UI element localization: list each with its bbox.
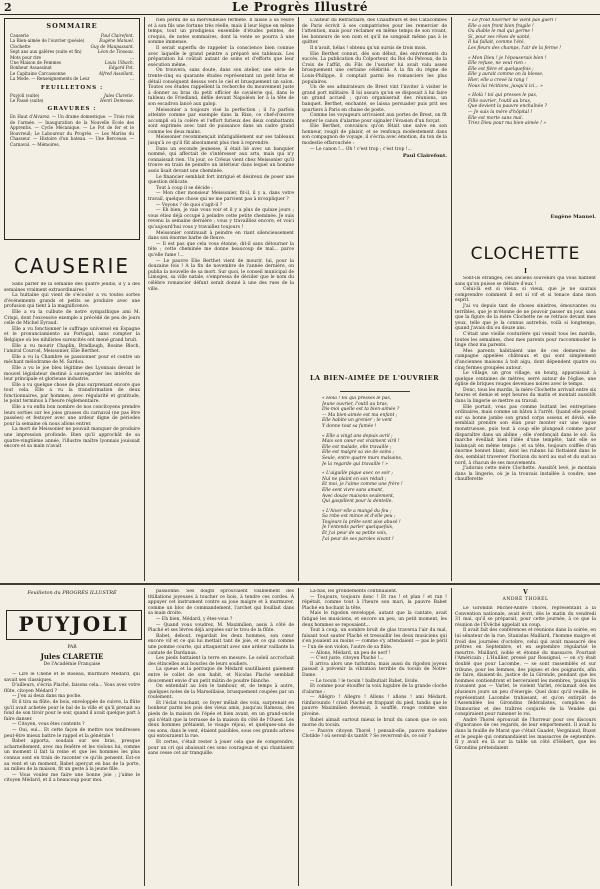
feuilleton-divider xyxy=(0,583,600,585)
toc-item-title: Puyjoli (suite) xyxy=(10,92,40,98)
paragraph: Babet, debout, regardait les deux hommes, son cœur encore vif et ce qui lui mettait tant de joie, et ce qui comme une pomme courte, qui attaquerait avec une ardeur vaillante la cantate de Dardanus. xyxy=(148,633,294,656)
puyjoli-par: PAR xyxy=(67,645,77,650)
paragraph: Meissonier recommençait infatigablement sur ses tableaux jusqu'à ce qu'il fût absolument plus rien à reprendre. xyxy=(148,135,294,147)
paragraph: — Vous voulez me faire une bonne joie ; j'aime le citoyen Médard, et il a beaucoup pour moi. xyxy=(4,772,140,784)
poem-line: Elle est morte sans mal. xyxy=(468,115,523,121)
poem-line: Mais son cœur est vraiment viril ! xyxy=(322,439,400,445)
poem-line: Sa robe est mince et d'elle peu ; xyxy=(322,514,396,520)
paragraph: Elle a vu la Chambre se passionner pour et contre un méchant mélodrame de M. Sardou. xyxy=(4,354,140,366)
poem-line: — Je suis la mère d'hôpital ! xyxy=(468,109,533,115)
paragraph: — Voyons ? de quoi s'agit-il ? xyxy=(156,202,223,208)
causerie-signature: Paul Clairefont. xyxy=(402,153,447,160)
poem-line: Elle refuse, ne veut rien : xyxy=(468,61,526,67)
toc-item-author: Léon de Tinseau. xyxy=(97,49,134,55)
feuilletons-list xyxy=(10,93,134,104)
paragraph: J'adorais cette mère Clochette. Aussitôt levé, je montais dans la lingerie, où je la trouvais installée à coudre, une chaufferette xyxy=(455,466,596,483)
poem-line: Elle y aurait comme on la blesse, xyxy=(468,72,544,78)
paragraph: Il avait fait des conférences et réunions dans la soirée, en lui sénateur de la rue, Stanislas Maillard, l'homme maigre et froid des journées d'octobre, celui qui avait massacré des prêtres en Septembre, et en septembre régularisé le meurtre. Maillard, noble et étonné du massacre. Pourtant l'Américain ; L'Huillier, pressé par Rossignol, — on s'y était doublé que pour Lacombe, — se sont rassemblés et sur tribune, pour les femmes, des piques et des poignards, afin de faire, disaient-ils, justice de la Gironde, pendant que les hommes contiendront et berceraient les membres, 'puisqu'ils n'avaient pas — Varlet, le violent Varlet, réclamait dès les plusieurs jours un peu d'énergie. Quel donc qu'il veuille, le représentant Lacombe trahissant, et qu'on extirpât de l'Assemblée les Girondins fédéralistes, complices de Dumouriez et des traîtres conjurés de la Vendée qui conspiraient pour ramener le roi. xyxy=(455,628,596,718)
paragraph: Le village, un gros village, un bourg, apparaissait à quelque centaines de mètres, serré autour de l'église, une église de briques rouges devenues noires avec le temps. xyxy=(455,371,596,388)
paragraph: Elle a vu la culbute de notre sympathique ami M. Crispi, dont l'excessive exemple a précédé de peu de jours celle de Michel Eyraud. xyxy=(4,309,140,327)
poem-line: — Ma bien-aimée est ma enfant ; xyxy=(322,412,398,418)
paragraph: — C'est juste, citoyen Plaché !... xyxy=(310,656,384,662)
toc-item-title: Mots pour rire xyxy=(10,54,42,60)
stanza-gap xyxy=(322,542,447,546)
paragraph: Dans un seconde jeunesse, il était lié avec un banquier nommé, qui affectait de s'intéresser aux arts, mais qui n'y connaissait rien. Un jour, ce Crésus vient chez Meissonier qu'il trouve en train de peindre un intérieur dans lequel un homme assis lisait devant une cheminée. xyxy=(148,146,294,175)
toc-item-author: Jules Claretie. xyxy=(103,92,134,98)
newspaper-title: Le Progrès Illustré xyxy=(231,0,369,14)
paragraph: Tout à coup il se décide : xyxy=(156,185,213,191)
poem-line: Ou diable le mal qui germe ! xyxy=(468,29,534,35)
paragraph: Il serait superflu de rappeler la conscience bien connue avec laquelle le grand peintre a préparé ses tableaux. Les préparation lui coûtait autant de soins et d'efforts que leur exécution même. xyxy=(148,45,294,68)
paragraph: — Pauvre citoyen Thorel ! pensait-elle, pauvre madame Clotilde ! où seront-ils tantôt ? Se reverront-ils, ce soir ? xyxy=(302,728,447,740)
paragraph: — Mon cher monsieur Meissonier, fit-il, il y a, dans votre travail, quelque chose qui ne me parvient pas à m'expliquer ? xyxy=(148,191,294,202)
poem-line: « L'hiver elle a mangé du feu ; xyxy=(322,508,392,514)
poem-signature: Eugène Manuel. xyxy=(550,214,596,220)
paragraph: On trouvera, sans doute, dans son atelier, une série de trente-cinq ou quarante études représentant un petit bras et détail conséquent dessus vers le ciel et brusquement un salon. Toutes ces études rappellent la recherche du mouvement juste à donner au bras du petit officier de cavalerie qui, dans le tableau de Friedland, défile devant Napoléon Ier à la tête de son escadron lancé aux galop. xyxy=(148,68,294,107)
paragraph: Meissonier a toujours visé la perfection ; il l'a parfois atteinte comme par exemple dans la Rixe, ce chef-d'œuvre accompli où la colère et l'effort furieux des deux combattants sont exprimés avec tant de puissance dans un cadre grand comme les deux mains. xyxy=(148,107,294,135)
paragraph: — Le canon !... Oh ! c'est trop ; c'est trop !... xyxy=(310,146,412,152)
causerie-article xyxy=(4,282,140,580)
causerie-end xyxy=(302,18,447,358)
stanza-gap xyxy=(468,127,596,131)
paragraph: Elie Berthet, convaincu qu'on fêtait une salve en son honneur, rougit de plaisir, et se renfonça modestement dans son compagnon de voyage, il s'écria avec émotion, du ton de la modestie effarouchée : xyxy=(302,124,447,147)
paragraph: André Thorel éprouvait de l'horreur pour ces discours d'ignorance de ces regards, de leur emportement. Il avait lu dans la feuille de Marat que c'était Guadet, Vergniaud, Buzot et le peuple qui commandaient les massacres de septembre. Il y avait eu là sur la table un côté d'Hébert, que les Girondins prétendaient xyxy=(455,717,596,751)
paragraph: Les pieds battaient la terre en mesure. Le soleil accrochait des étincelles aux boucles de leurs souliers. xyxy=(148,656,294,667)
paragraph: Elle portait, vous pas comme buttant les entreprises ordinaires, mais comme un bâton à l'arrêt. Quand elle posait sur sa bonne jambe son grand corps osseux et dévié, elle semblait prendre son élan pour monter sur une vague monstrueuse, puis tout à coup elle plongeait comme pour disparaître dans un abîme ; elle s'enfonçait dans le sol. Sa marche éveillait bien l'idée d'une tempête, tant elle se balançait en même temps ; et sa tête, toujours coiffée d'un énorme bonnet blanc, dont les rubans lui flottaient dans le dos, semblait traverser l'horizon du nord au sud et du sud au nord, à chacun de ses mouvements. xyxy=(455,404,596,466)
paragraph: — Eh bien, Médard, y êtes-vous ? xyxy=(156,616,233,622)
paragraph: — Allégro ! Allegro ! Allons ! allons ! ami Médard, riinfaroundo ! criait Plaché en frappant du pied, tandis que le pauvre Maximilien devenait, à soufflé, rouge comme une pivoine. xyxy=(302,695,447,718)
paragraph: Là-bas, les grondements continuaient. xyxy=(310,589,398,594)
paragraph: La huitaine qui vient de s'écouler a vu toutes sortes d'événements grands et petits se produire avec une profusion qui tient à la magnificence. xyxy=(4,293,140,310)
paragraph: D'ailleurs, s'écria Plaché, faisons cela... Vous avez votre flûte, citoyen Médard ? xyxy=(4,683,140,694)
paragraph: — Quand vous voudrez, M. Maximilien, assis à côté de Plaché et ses lèvres déjà arquées sur le trou de la flûte. xyxy=(148,622,294,634)
poem-stanzas-continued xyxy=(468,18,596,214)
poem-line: Seule, entre quatre murs malsains, xyxy=(322,455,403,461)
toc-item-author: Paul Clairefont. xyxy=(100,33,134,38)
paragraph: — Lire le Chêne et le Roseau, murmure Médard, qui savait ses classiques. xyxy=(4,672,140,683)
toc-item-title: La Mode. — Renseignements de Leur xyxy=(10,76,90,82)
puyjoli-academy: De l'Académie Française xyxy=(43,662,101,667)
poem-line: Jeune ouvrier, l'outil au bras, xyxy=(322,401,389,407)
poem-line: Elle a son front bien fragile ! xyxy=(468,23,534,29)
paragraph: Elie Berthet connut, dès son début, des enivrements du succès. La publication du Colporteur, du Roi du Pelvoux, de la Croix de l'affût, du Fils de l'usurier lui avait valu assez brusquement une certaine célébrité. A la fin du règne de Louis-Philippe, il comptait parmi les romanciers les plus populaires. xyxy=(302,51,447,85)
poem-line: Et j'ai peur de sa petite voix, xyxy=(322,531,388,537)
paragraph: Sans parler de la semaine des quatre jeudis, il y a des semaines vraiment extraordinaires ! xyxy=(4,282,140,293)
chapter-number: V xyxy=(523,589,528,596)
poem-line: Je l'entends parler quelquefois, xyxy=(322,525,394,531)
paragraph: Mais le rigodon enveloppé, autant que la cantate, avait fatigué les musiciens, et encore un peu, un petit moment, les deux hommes se reposaient... xyxy=(302,611,447,628)
toc-item-title: La Bien-aimée de l'ouvrier (poésie) xyxy=(10,38,85,44)
sommaire-box xyxy=(4,18,140,240)
puyjoli-continued-2 xyxy=(302,589,447,886)
paragraph: Le Girondin Michel-André Thorel, représentant à la Convention nationale, avait écrit, dès le matin du vendredi 31 mai, qu'il se préparait, pour cette journée, à ce que la réunion de l'Évêché appelait un coup. xyxy=(455,606,596,628)
poem-line: Hier, elle a crevé la rang ! xyxy=(468,77,528,83)
poem-line: Elle est fière et quelquefois ; xyxy=(468,66,534,72)
clochette-section: I xyxy=(524,268,527,275)
poem-line: « Elle a vingt ans depuis avril ; xyxy=(322,433,393,439)
paragraph: — J'en ai deux dans ma poche. xyxy=(12,694,82,700)
column-rule xyxy=(144,17,145,581)
column-rule xyxy=(298,588,299,886)
paragraph: rien perdu de sa merveilleuse fermeté. Il laisse à sa veuve et à son fils une fortune très réelle, mais il leur lègue en même temps, tout un prodigieux ensemble d'études peintes, de croquis, de notes sommaires, dont la vente se pourra à une somme immense. xyxy=(148,18,294,46)
poem-line: Qui gaspillent pour la dentelle. xyxy=(322,499,393,505)
paragraph: J'ai vu depuis tant de choses sinistres, émouvantes ou terribles, que je m'étonne de ne pouvoir passer un jour, sans que la figure de la mère Clochette ne se retrace devant mes yeux, telle que je la connus autrefois, voilà si longtemps, quand j'avais dix ou douze ans. xyxy=(455,303,596,332)
paragraph: Elle a vu fonctionner le suffrage universel en Espagne et le pronunciamiento au Portugal, sans compter la Belgique où les nihilistes surexcités ont mené grand bruit. xyxy=(4,326,140,343)
paragraph: Et l'éclat touchant, ce foyer mêlait des voix, surprenait en bonheur parmi les pois des vieux amis, jusqu'au Rameau, des pieds de la maison de l'épée et bien avant, en un grand-oncle qui n'était que la terrasse de la maison du côté de l'Ouest. Les deux hommes prêtaient, le visage réjoui, et quelques-uns de ces sons, dans le vent, étaient paisibles, sous ces grands arbres qui entouraient la rue. xyxy=(148,700,294,740)
poem-line: Fille ouvrier, l'outil au bras, xyxy=(468,98,532,104)
toc-item-author: Alfred Assollant. xyxy=(98,70,134,76)
toc-item-title: Clochette xyxy=(10,43,31,49)
poem-line: Si, pour ses rêves de santé, xyxy=(468,34,531,40)
sommaire-title: SOMMAIRE xyxy=(46,22,98,30)
paragraph: — Allons, Médard, un peu de nerf ! xyxy=(310,650,391,656)
toc-item xyxy=(10,76,134,81)
gravures-text: En Haut d'Alvarez. — Un drame domestique. — Trois rois de l'armée. — Inauguration de la Nouvelle École des Apprentis. — Cycle Mécanique. — Le Pot de fer et le Bouvreuil; Le Laboureur du Progrès. — Les Marins du Chasseur. — Histoire d'un bateau. — Une Berceuse. — Carnaval. — Mémoires. xyxy=(10,114,134,147)
paragraph: Elle a vu quelque chose de plus surprenant encore que tout cela. Elle a vu la transformation de deux fonctionnaires, par hommes, avec régularité et gratitude, le point terminus à l'heure réglementaire. xyxy=(4,382,140,405)
poem-line: Nul ne plaint en son réduit ; xyxy=(322,476,387,482)
paragraph: Il n'avait, hélas ! obtenu qu'un sursis de trois mois. xyxy=(310,45,427,51)
poem-line: Je la regarde qui travaille ! » xyxy=(322,461,388,467)
sommaire-list xyxy=(10,33,134,82)
toc-item-author: Edgard Pot. xyxy=(108,65,134,71)
feuilleton-label: Feuilleton du PROGRÈS ILLUSTRÉ xyxy=(27,590,117,596)
poem-line: « Holà ! toi qui presses le pas, xyxy=(468,93,538,99)
paragraph: Babet apporta, soudain sur ses bras, presque acharnellement, avec ma fenêtre et les violons lui, comme un moment il fait la reine et que les hommes les plus connus sont en train de raconter ce qu'ils pensent. Est-ce au vent et un moment, Babet aperçut en bas de la porte, au milieu de la maison, fit un geste à la jeune fille. xyxy=(4,739,140,773)
paragraph: Elle a vu enfin bon nombre de nos concitoyens prendre leurs sorties sur les joies grasses du carnaval (ne pas être passées) et festoyer avec une ardeur digne de périodes pour la semaine où nous allons entrer. xyxy=(4,405,140,427)
poem-line: Elle est malade, elle travaille ; xyxy=(322,444,392,450)
chapter-heading: ANDRÉ THOREL xyxy=(502,597,549,602)
paragraph: L'auteur du Réfractaire, des Chauffeurs et des Catacombes de Paris écrivit à ses compatriotes pour les remercier de l'attention, mais pour réclamer en même temps de son vivant, les honneurs de son nom et qu'il ne songeait même pas à le quitter. xyxy=(302,18,447,46)
paragraph: Le financier semblait fort intrigué et désireux de poser une question délicate. xyxy=(148,174,294,186)
poem-line: Y donne tout sa fumée ! xyxy=(322,423,377,429)
poem-line: Et moi, je l'aime comme une frère ! xyxy=(322,482,403,488)
toc-item-author: ... xyxy=(130,76,134,82)
paragraph: Mes parents habitaient une de ces demeures de campagne appelées châteaux et qui sont simplement d'anciennes maisons à toit aigu, dont dépendent quatre ou cinq fermes groupées autour. xyxy=(455,348,596,371)
paragraph: — Il est pas que cela vous étonne, dit-il sans détourner la tête ; cette cheminée me donne beaucoup de mal... parce qu'elle fume !... xyxy=(148,241,294,258)
puyjoli-continued xyxy=(148,589,294,886)
column-rule xyxy=(451,588,452,886)
paragraph: Elle a vu mourir Chaplin, Bradlaugh, Rosine Bloch, l'amiral Courcel, Meissonier, Elie Berthet. xyxy=(4,343,140,355)
paragraph: — Le pauvre Elie Berthet vient de mourir, lui, pour la douzaine fois ! A la fin de novembre de l'année dernière, on publia la nouvelle de sa mort. Sur quoi, le conseil municipal de Limoges, sa ville natale, s'empressa de décider que le nom du célèbre romancier défunt serait donné à une des rues de la ville. xyxy=(148,258,294,292)
paragraph: Babet aimait surtout mieux le bruit du canon que ce son morne du tocsin. xyxy=(302,717,447,729)
paragraph: Celui-là est si vieux, si vieux, que je ne saurais comprendre comment il est si vif et si tenace dans mon esprit. xyxy=(455,287,596,304)
paragraph: Tout à coup, un sombre bruit de glas traversa l'air du mal, faisant tout sauter Plaché et tressaillir les deux musiciens qui s'en jouaient au moins — comme s'y attendaient — pas le péril — l'un de son violon, l'autre de sa flûte. xyxy=(302,628,447,650)
poem-line: « Holà ! toi qui presses le pas, xyxy=(322,396,392,401)
paragraph: La queue et la perruque de Médard sautillaient gaiement entre le collet de son habit, et Nicolas Plaché semblait doucement envie d'un petit mâtin de poudre blanche. xyxy=(148,667,294,684)
paragraph: passionné. Ses doigts éprouvaient visiblement des titillations joyeuses à toucher ce bois, à tendre ces cordes. À appuyer cet instrument contre sa joue maigre et à murmurer, comme un bloc de commandement, l'archet qui fouillait dans sa main droite. xyxy=(148,589,294,617)
toc-item-title: Bonheur Assassinat xyxy=(10,65,52,71)
poem-stanzas xyxy=(322,396,447,580)
column-rule xyxy=(298,17,299,581)
paragraph: — Eh bien, je vais vous voir et il y a plus de quinze jours ; vous étiez déjà occupé à peindre cette petite cheminée. Je suis revenu la semaine dernière ; vous y travailliez encore, et voici qu'aujourd'hui vous y travaillez toujours ! xyxy=(148,208,294,230)
paragraph: — Oui, oui... Et cette façon de mettre nos tendresses peut-être mieux battre le rappel et la générale ! xyxy=(4,727,140,739)
toc-item-title: Sept ans aux galères (suite et fin) xyxy=(10,49,82,55)
poem-line: « Mon Dieu ! je l'épouserais bien ! xyxy=(468,55,547,61)
poem-line: Il lui fallait, comme l'été, xyxy=(468,40,525,46)
paragraph: On entendait au loin le tambour, et, de temps à autre, quelques notes de la Marseillaise, brusquement coupées par un roulement. xyxy=(148,684,294,701)
poem-line: Elle sent vivre sans amant, xyxy=(322,487,384,493)
poem-line: Dis-moi quelle est ta bien-aimée ? xyxy=(322,407,400,413)
poem-line: « Le froid hiverner ne vient pas guéri ! xyxy=(468,18,557,23)
poem-line: Que devient la pauvre enchaînée ? xyxy=(468,104,547,110)
paragraph: Et il tira sa flûte, de bois, enveloppée de cuivre, la flûte qu'il avait achetée pour le bal de la ville et qu'il prenait au fond de son tiroir pour le soir, quand il avait quelque part à faire danser. xyxy=(4,699,140,722)
paragraph: Elle a vu le joe bleu légitime des Lyonnais devant le mouvel législateur destiné à sauvegarder les intérêts de leur principale et glorieuse industrie. xyxy=(4,365,140,383)
causerie-continued xyxy=(148,18,294,580)
puyjoli-text xyxy=(4,672,140,886)
feuilletons-title: FEUILLETONS : xyxy=(40,84,104,91)
paragraph: — Toujours, toujours donc ! Et ras ! et plan ! et ran ! répétait, comme tout à l'heure son mari, la pauvre Babet Plaché en hochant la tête. xyxy=(302,594,447,611)
paragraph: Comme les voyageurs arrivaient aux portes de Brest, on fit sonner le canon d'alarme pour signaler l'évasion d'un forçat. xyxy=(302,113,447,124)
poem-line: Nous lui récitions, jusqu'à ici... » xyxy=(468,83,543,89)
masthead xyxy=(0,0,600,15)
poem-line: Triez Dieu pour ma bien-aimée ! » xyxy=(468,121,547,127)
poem-line: J'ai peur de ses paroles vivant ! xyxy=(322,536,394,542)
toc-item-title: Une Maison de Femmes xyxy=(10,60,62,66)
puyjoli-author: Jules CLARETIE xyxy=(40,652,104,661)
toc-item-author: Louis Ulbach. xyxy=(104,60,134,66)
toc-item xyxy=(10,98,134,103)
causerie-title: CAUSERIE xyxy=(13,254,131,278)
gravures-title: GRAVURES : xyxy=(47,106,97,113)
paragraph: — Citoyen, vous êtes contents ? xyxy=(12,722,85,728)
toc-item-author: Guy de Maupassant. xyxy=(90,43,134,49)
puyjoli-chapter-text xyxy=(455,606,596,886)
paragraph: Meissonier continuait à peindre en riant silencieusement dans son énorme barbe de fleuve. xyxy=(148,230,294,242)
poem-title-rule xyxy=(340,391,410,392)
toc-item-author: Eugène Manuel. xyxy=(99,38,134,44)
paragraph: Sont-ils étranges, ces anciens souvenirs qui vous hantent sans qu'on puisse se défaire d'eux ! xyxy=(455,276,596,287)
toc-item-title: Causerie xyxy=(10,33,29,38)
paragraph: Un de ses admirateurs de Brest vint l'inviter à visiter le grand port militaire. Il lui assura qu'on se disposait à lui faire un grand accueil ; qu'on organiserait des réunions, un banquet. Berthet, enchanté, se laissa persuader puis prit ses quartiers à Paris en chaise de poste. xyxy=(302,85,447,113)
poem-line: Avec douze maisons seulement, xyxy=(322,493,395,499)
paragraph: — Le tocsin ! le tocsin ! balbutiait Babet, livide. xyxy=(310,678,419,684)
paragraph: Il arriva alors une turlututu, mais aussi du rigodon joyeux passait à prévenir la vibration terrible du tocsin de Notre-Dame. xyxy=(302,661,447,678)
toc-item-author: Henri Demesse. xyxy=(100,98,134,104)
clochette-title: CLOCHETTE xyxy=(470,244,581,264)
poem-line: Elle habite un grenier ; le vent xyxy=(322,418,392,424)
paragraph: Donc, tous les mardis, la mère Clochette arrivait entre six heures et demie et sept heures du matin et montait aussitôt dans la lingerie se mettre au travail. xyxy=(455,387,596,405)
clochette-article xyxy=(455,276,596,580)
column-rule xyxy=(451,17,452,581)
toc-item-author: ... xyxy=(130,54,134,60)
toc-item-title: Le Passé (suite) xyxy=(10,98,44,104)
paragraph: Et comme pour étouffer la voix lugubre de la grande cloche d'alarme : xyxy=(302,684,447,695)
page-number: 2 xyxy=(4,1,12,14)
poem-title: LA BIEN-AIMÉE DE L'OUVRIER xyxy=(309,374,440,382)
puyjoli-title: PUYJOLI xyxy=(6,610,142,640)
paragraph: C'était une vieille couturière qui venait tous les mardis, toutes les semaines, chez mes parents pour raccommoder le linge chez ma parents. xyxy=(455,331,596,349)
poem-line: Elle est malgré sa vie de soins ; xyxy=(322,450,395,456)
poem-line: « L'aiguille pique avec ce soir ; xyxy=(322,471,393,477)
poem-line: Toujours la prête sont aise abusé ! xyxy=(322,519,401,525)
toc-item-title: Le Capitaine Carcassonne xyxy=(10,70,66,76)
paragraph: La mort de Meissonier ne pouvait manquer de produire une impression profonde. Bien qu'il approchât de sa quatre-vingtième année, l'illustre maître lyonnais jouissait encore et sa main n'avait xyxy=(4,427,140,450)
paragraph: Et certes, c'était rester à jouer cela que de comprendre, pour un cri qui abaissait ces sons courageux et qui chantaient sans cesse cet air tranquille. xyxy=(148,740,294,757)
poem-line: Les fleurs des champs, l'air de la ferme ! xyxy=(468,45,562,51)
column-rule xyxy=(144,588,145,886)
